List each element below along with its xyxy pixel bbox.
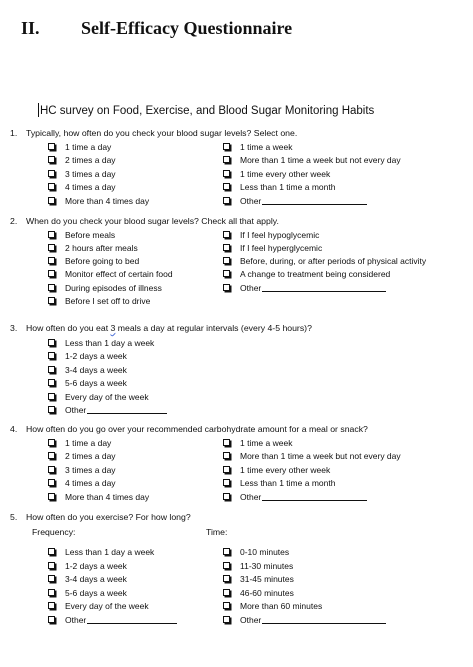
text-cursor	[38, 103, 39, 117]
question-text: Typically, how often do you check your blood sugar levels? Select one.	[26, 128, 298, 138]
option-label: 3-4 days a week	[65, 365, 127, 375]
checkbox[interactable]	[48, 244, 55, 251]
checkbox[interactable]	[48, 270, 55, 277]
other-blank-line[interactable]	[262, 282, 386, 292]
time-label: Time:	[206, 527, 228, 537]
checkbox[interactable]	[223, 616, 230, 623]
question-2	[10, 216, 279, 226]
section-number: II.	[21, 18, 40, 38]
option-label: 4 times a day	[65, 182, 116, 192]
other-blank-line[interactable]	[262, 195, 367, 205]
other-blank-line[interactable]	[262, 491, 367, 501]
checkbox[interactable]	[48, 602, 55, 609]
option-label: 1 time a day	[65, 142, 112, 152]
question-text-post: meals a day at regular intervals (every 4-5 hours)?	[115, 323, 312, 333]
checkbox[interactable]	[48, 352, 55, 359]
option-label: Other	[240, 283, 262, 293]
checkbox[interactable]	[223, 284, 230, 291]
checkbox[interactable]	[48, 257, 55, 264]
checkbox[interactable]	[48, 231, 55, 238]
option-label: Before, during, or after periods of physical activity	[240, 256, 427, 266]
option-label: 5-6 days a week	[65, 378, 127, 388]
frequency-label: Frequency:	[32, 527, 76, 537]
option-label: 2 hours after meals	[65, 243, 138, 253]
checkbox[interactable]	[223, 493, 230, 500]
checkbox[interactable]	[48, 452, 55, 459]
option-label: Before I set off to drive	[65, 296, 151, 306]
option-label: 1-2 days a week	[65, 351, 127, 361]
checkbox[interactable]	[48, 339, 55, 346]
option-label: 0-10 minutes	[240, 547, 290, 557]
option-label: Other	[65, 405, 87, 415]
checkbox[interactable]	[48, 366, 55, 373]
question-text: How often do you exercise? For how long?	[26, 512, 191, 522]
option-label: If I feel hypoglycemic	[240, 230, 320, 240]
question-number: 5.	[10, 512, 18, 522]
checkbox[interactable]	[223, 602, 230, 609]
question-3	[10, 323, 312, 333]
option-label: Less than 1 time a month	[240, 478, 336, 488]
checkbox[interactable]	[48, 479, 55, 486]
other-blank-line[interactable]	[87, 614, 177, 624]
option-label: More than 4 times day	[65, 492, 150, 502]
question-number: 1.	[10, 128, 18, 138]
question-5	[10, 512, 191, 522]
question-4	[10, 424, 368, 434]
checkbox[interactable]	[223, 479, 230, 486]
option-label: 1 time every other week	[240, 465, 331, 475]
option-label: 2 times a day	[65, 451, 116, 461]
checkbox[interactable]	[223, 589, 230, 596]
option-label: Less than 1 day a week	[65, 338, 155, 348]
checkbox[interactable]	[48, 466, 55, 473]
option-label: 4 times a day	[65, 478, 116, 488]
checkbox[interactable]	[223, 452, 230, 459]
checkbox[interactable]	[223, 197, 230, 204]
checkbox[interactable]	[48, 284, 55, 291]
option-label: 11-30 minutes	[240, 561, 294, 571]
checkbox[interactable]	[223, 439, 230, 446]
question-text-pre: How often do you eat	[26, 323, 111, 333]
option-label: 5-6 days a week	[65, 588, 127, 598]
option-label: 1 time every other week	[240, 169, 331, 179]
spellcheck-word: 3	[110, 323, 116, 333]
option-label: 31-45 minutes	[240, 574, 294, 584]
option-label: 3-4 days a week	[65, 574, 127, 584]
option-label: More than 1 time a week but not every day	[240, 155, 401, 165]
question-number: 2.	[10, 216, 18, 226]
checkbox[interactable]	[223, 244, 230, 251]
section-title: Self-Efficacy Questionnaire	[81, 18, 293, 38]
checkbox[interactable]	[223, 562, 230, 569]
option-label: Other	[240, 615, 262, 625]
option-label: If I feel hyperglycemic	[240, 243, 323, 253]
option-label: A change to treatment being considered	[240, 269, 391, 279]
checkbox[interactable]	[48, 156, 55, 163]
checkbox[interactable]	[223, 231, 230, 238]
option-label: 1 time a week	[240, 438, 293, 448]
option-label: 2 times a day	[65, 155, 116, 165]
checkbox[interactable]	[48, 575, 55, 582]
question-1	[10, 128, 297, 138]
checkbox[interactable]	[48, 379, 55, 386]
checkbox[interactable]	[48, 616, 55, 623]
option-label: Other	[65, 615, 87, 625]
checkbox[interactable]	[48, 183, 55, 190]
option-label: 3 times a day	[65, 169, 116, 179]
checkbox[interactable]	[223, 548, 230, 555]
option-label: Other	[240, 492, 262, 502]
option-label: 1 time a day	[65, 438, 112, 448]
checkbox[interactable]	[48, 548, 55, 555]
survey-title	[38, 103, 374, 117]
checkbox[interactable]	[48, 562, 55, 569]
checkbox[interactable]	[48, 197, 55, 204]
option-label: Every day of the week	[65, 601, 149, 611]
checkbox[interactable]	[48, 439, 55, 446]
checkbox[interactable]	[48, 393, 55, 400]
other-blank-line[interactable]	[87, 404, 167, 414]
checkbox[interactable]	[48, 406, 55, 413]
checkbox[interactable]	[48, 143, 55, 150]
option-label: 46-60 minutes	[240, 588, 294, 598]
question-number: 4.	[10, 424, 18, 434]
option-label: More than 1 time a week but not every day	[240, 451, 401, 461]
checkbox[interactable]	[223, 143, 230, 150]
option-label: Other	[240, 196, 262, 206]
question-text: How often do you go over your recommended carbohydrate amount for a meal or snack?	[26, 424, 368, 434]
checkbox[interactable]	[223, 156, 230, 163]
section-heading	[21, 18, 292, 39]
option-label: Before going to bed	[65, 256, 140, 266]
checkbox[interactable]	[223, 170, 230, 177]
checkbox[interactable]	[223, 270, 230, 277]
option-label: More than 60 minutes	[240, 601, 323, 611]
checkbox[interactable]	[48, 493, 55, 500]
question-text: When do you check your blood sugar levels? Check all that apply.	[26, 216, 279, 226]
other-blank-line[interactable]	[262, 614, 386, 624]
option-label: 1-2 days a week	[65, 561, 127, 571]
checkbox[interactable]	[223, 466, 230, 473]
option-label: Every day of the week	[65, 392, 149, 402]
option-label: Less than 1 time a month	[240, 182, 336, 192]
checkbox[interactable]	[223, 183, 230, 190]
checkbox[interactable]	[48, 589, 55, 596]
checkbox[interactable]	[48, 170, 55, 177]
option-label: During episodes of illness	[65, 283, 162, 293]
option-label: Monitor effect of certain food	[65, 269, 173, 279]
option-label: 3 times a day	[65, 465, 116, 475]
survey-title-text: HC survey on Food, Exercise, and Blood Sugar Monitoring Habits	[40, 105, 375, 117]
question-number: 3.	[10, 323, 18, 333]
checkbox[interactable]	[48, 297, 55, 304]
option-label: More than 4 times day	[65, 196, 150, 206]
checkbox[interactable]	[223, 575, 230, 582]
option-label: Less than 1 day a week	[65, 547, 155, 557]
option-label: Before meals	[65, 230, 116, 240]
checkbox[interactable]	[223, 257, 230, 264]
option-label: 1 time a week	[240, 142, 293, 152]
